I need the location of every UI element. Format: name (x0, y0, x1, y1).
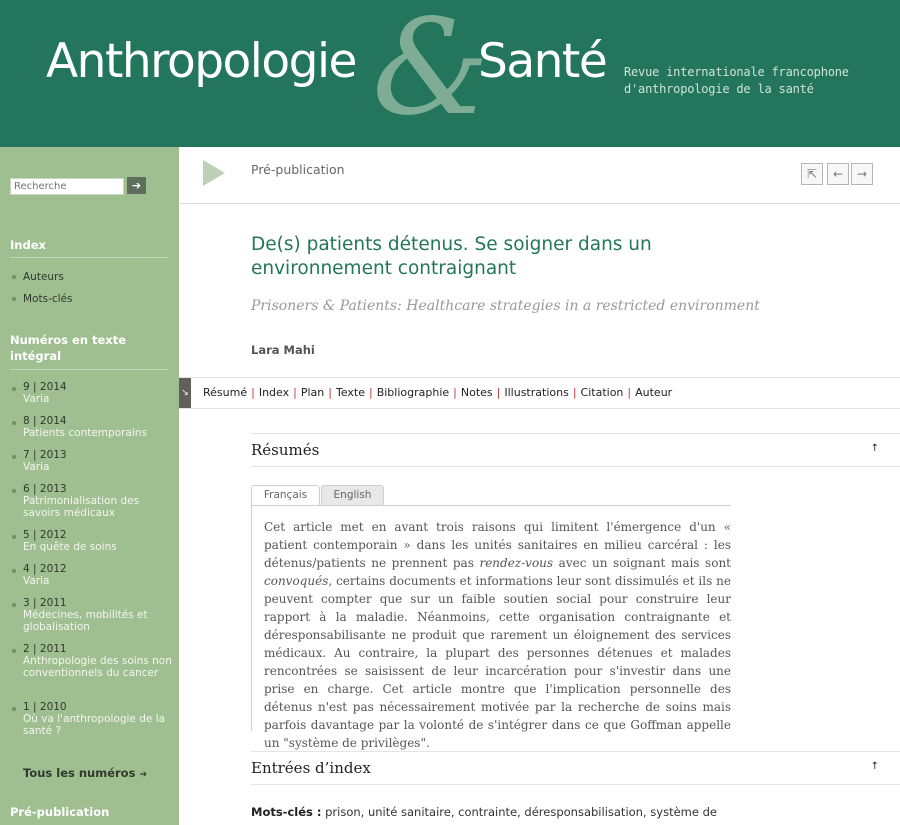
issue-theme: Varia (23, 575, 50, 587)
bullet-icon (12, 649, 16, 653)
sidebar-item-label: Auteurs (23, 271, 64, 283)
toc-links (203, 386, 672, 399)
divider (251, 505, 252, 731)
nav-prev-button[interactable] (827, 163, 849, 185)
tab-english[interactable]: English (321, 485, 384, 505)
issue-item[interactable] (12, 597, 172, 633)
issue-item[interactable] (12, 563, 172, 587)
bullet-icon (12, 603, 16, 607)
toc-link-illustrations[interactable]: Illustrations (504, 386, 569, 399)
arrow-right-icon: ➔ (131, 179, 142, 192)
tagline-line2: d'anthropologie de la santé (624, 82, 814, 96)
nav-next-button[interactable] (851, 163, 873, 185)
all-issues-link[interactable] (23, 766, 147, 780)
abstract-emphasis: convoqués (264, 574, 329, 588)
abstract-emphasis: rendez-vous (479, 556, 554, 570)
section-title: Résumés (251, 441, 320, 459)
arrow-up-icon[interactable]: ↑ (870, 761, 879, 772)
issue-item[interactable] (12, 381, 172, 405)
toc-link-bibliographie[interactable]: Bibliographie (376, 386, 450, 399)
issue-number: 2 | 2011 (23, 643, 67, 655)
breadcrumb[interactable]: Pré-publication (251, 162, 345, 177)
logo-anthropologie[interactable]: Anthropologie (46, 34, 356, 89)
nav-up-button[interactable] (801, 163, 823, 185)
separator: | (453, 386, 457, 399)
all-issues-label: Tous les numéros (23, 766, 136, 780)
issue-item[interactable] (12, 415, 172, 439)
bullet-icon (12, 421, 16, 425)
section-index-entries (251, 751, 900, 785)
toc-link-plan[interactable]: Plan (300, 386, 325, 399)
issue-item[interactable] (12, 449, 172, 473)
sidebar-divider (10, 369, 168, 370)
article-title: De(s) patients détenus. Se soigner dans un environnement contraignant (251, 234, 652, 279)
separator: | (368, 386, 373, 399)
issue-number: 1 | 2010 (23, 701, 67, 713)
bullet-icon (12, 535, 16, 539)
sidebar-prepub-title[interactable]: Pré-publication (10, 805, 110, 819)
section-resumes (251, 433, 900, 467)
issue-item[interactable] (12, 529, 172, 553)
abstract-text (264, 518, 731, 752)
issue-theme: En quête de soins (23, 541, 117, 553)
search-submit-button[interactable] (127, 177, 146, 194)
sidebar-issues-title: Numéros en texte intégral (10, 333, 127, 363)
toc-link-texte[interactable]: Texte (335, 386, 365, 399)
issue-theme: Où va l'anthropologie de la santé ? (23, 713, 166, 737)
keywords-value[interactable]: prison, unité sanitaire, contrainte, déresponsabilisation, système de (325, 805, 717, 819)
issue-number: 8 | 2014 (23, 415, 67, 427)
bullet-icon (12, 455, 16, 459)
separator: | (251, 386, 255, 399)
arrow-up-left-icon: ⇱ (806, 167, 818, 181)
article-subtitle: Prisoners & Patients: Healthcare strategies in a restricted environment (251, 298, 760, 314)
issue-number: 4 | 2012 (23, 563, 67, 575)
issue-number: 3 | 2011 (23, 597, 67, 609)
abstract-part: , certains documents et informations leur sont dissimulés et ils ne peuvent compter que sur un faible soutien social pour construire leur rapport à la maladie. Néanmoins, cette organisation contraignante et déresponsabilisante ne produit que rarement un éloignement des services médicaux. Au contraire, la plupart des personnes détenues et malades rencontrées se saisissent de leur incarcération pour s'investir dans une prise en charge. Cet article montre que l'implication personnelle des détenus n'est pas nécessairement motivée par la recherche de soins mais parfois davantage par la volonté de s'intégrer dans ce que Goffman appelle un "système de privilèges". (264, 574, 731, 750)
arrow-right-icon: ➔ (139, 770, 147, 780)
bullet-icon (12, 275, 16, 279)
tagline-line1: Revue internationale francophone (624, 65, 849, 79)
abstract-part: avec un soignant mais sont (553, 556, 731, 570)
toc-link-notes[interactable]: Notes (460, 386, 493, 399)
bullet-icon (12, 569, 16, 573)
toc-link-auteur[interactable]: Auteur (635, 386, 673, 399)
separator: | (572, 386, 577, 399)
bullet-icon (12, 489, 16, 493)
issue-item[interactable] (12, 701, 172, 737)
bullet-icon (12, 387, 16, 391)
separator: | (496, 386, 501, 399)
tab-francais[interactable]: Français (251, 485, 320, 505)
site-header (0, 0, 900, 147)
logo-sante[interactable]: Santé (478, 34, 607, 89)
sidebar-item-auteurs[interactable] (12, 270, 64, 284)
separator: | (627, 386, 632, 399)
issue-item[interactable] (12, 483, 172, 519)
article-author[interactable]: Lara Mahi (251, 343, 315, 357)
issue-number: 5 | 2012 (23, 529, 67, 541)
sidebar-divider (10, 257, 168, 258)
section-title: Entrées d’index (251, 759, 371, 777)
issue-theme: Varia (23, 393, 50, 405)
toc-link-citation[interactable]: Citation (580, 386, 624, 399)
site-tagline (624, 64, 894, 98)
separator: | (328, 386, 332, 399)
issue-theme: Anthropologie des soins non conventionnels du cancer (23, 655, 172, 679)
issue-theme: Varia (23, 461, 50, 473)
play-icon (203, 160, 225, 186)
divider (179, 203, 900, 204)
issue-theme: Patients contemporains (23, 427, 147, 439)
issue-number: 6 | 2013 (23, 483, 67, 495)
abstract-part: Cet article met en avant trois raisons qui limitent l'émergence d'un « patient contemporain » dans les unités sanitaires en milieu carcéral : les détenus/patients ne prennent pas (264, 520, 731, 570)
issue-theme: Patrimonialisation des savoirs médicaux (23, 495, 140, 519)
sidebar-item-label: Mots-clés (23, 293, 73, 305)
arrow-left-icon: ← (832, 167, 844, 181)
bullet-icon (12, 707, 16, 711)
arrow-right-icon: → (856, 167, 868, 181)
divider (251, 505, 731, 506)
sidebar-item-mots-cles[interactable] (12, 292, 72, 306)
search-input[interactable] (10, 178, 124, 195)
arrow-up-icon[interactable]: ↑ (870, 443, 879, 454)
sidebar-index-title: Index (10, 238, 46, 252)
sidebar (0, 147, 179, 825)
issue-number: 9 | 2014 (23, 381, 67, 393)
issue-item[interactable] (12, 643, 172, 679)
toc-link-resume[interactable]: Résumé (203, 386, 248, 399)
keywords-line (251, 805, 751, 819)
toc-link-index[interactable]: Index (258, 386, 290, 399)
logo-ampersand: & (372, 0, 490, 145)
arrow-down-right-icon[interactable]: ↘ (179, 378, 191, 408)
main-content (179, 147, 900, 825)
bullet-icon (12, 297, 16, 301)
keywords-label: Mots-clés : (251, 805, 322, 819)
issue-number: 7 | 2013 (23, 449, 67, 461)
issue-theme: Médecines, mobilités et globalisation (23, 609, 148, 633)
separator: | (293, 386, 297, 399)
article-toc-bar (179, 377, 900, 409)
